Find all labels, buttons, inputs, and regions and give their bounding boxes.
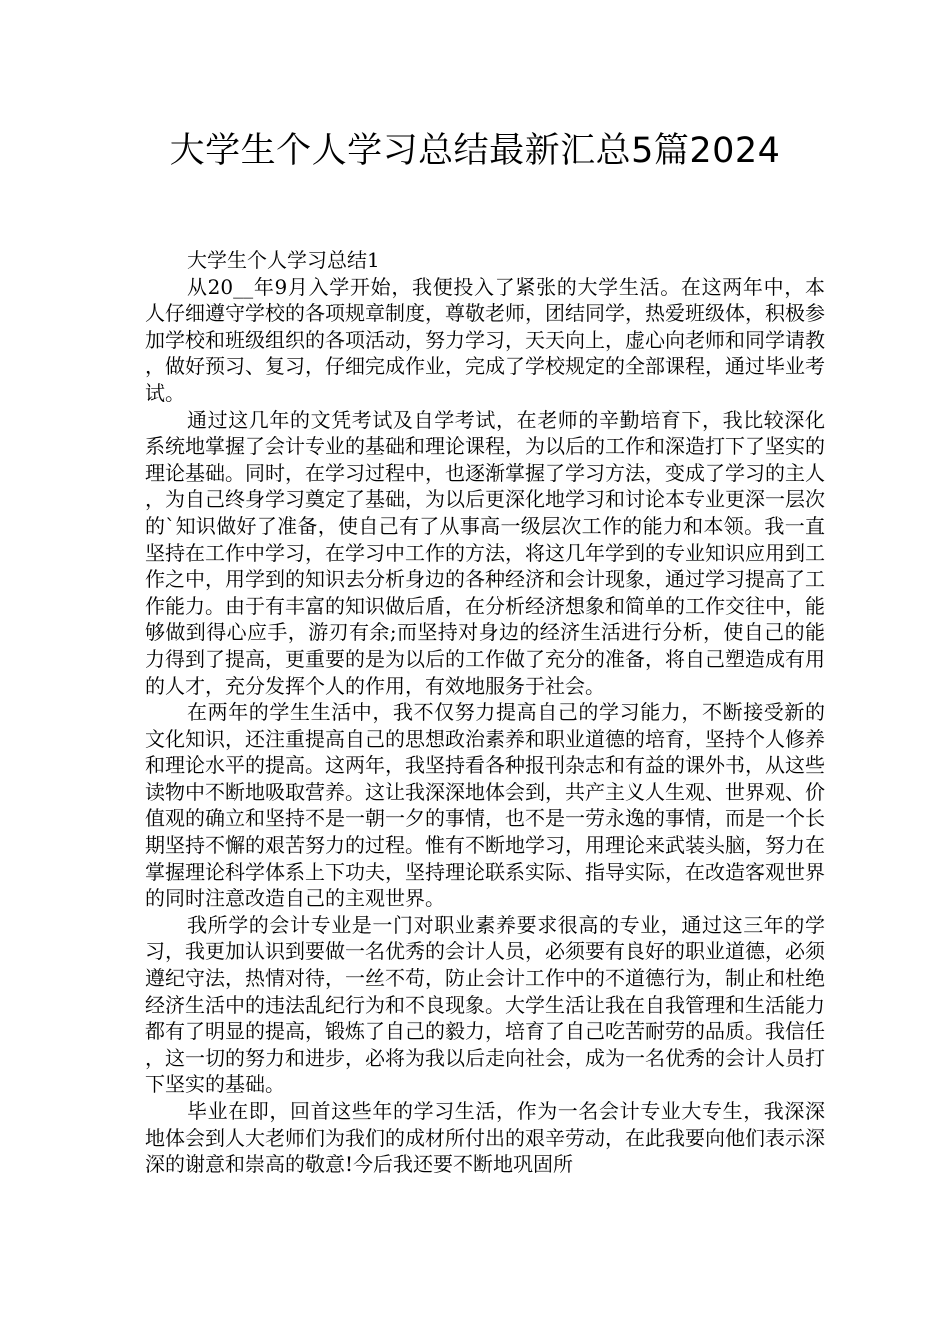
document-title: 大学生个人学习总结最新汇总5篇2024 [169,131,781,171]
document-body [145,247,825,1178]
paragraph-5: 毕业在即，回首这些年的学习生活，作为一名会计专业大专生，我深深地体会到人大老师们为我们的成材所付出的艰辛劳动，在此我要向他们表示深深的谢意和崇高的敬意!今后我还要不断地巩固所 [145,1099,825,1177]
section-heading: 大学生个人学习总结1 [187,248,380,272]
paragraph-4: 我所学的会计专业是一门对职业素养要求很高的专业，通过这三年的学习，我更加认识到要做一名优秀的会计人员，必须要有良好的职业道德，必须遵纪守法，热情对待，一丝不苟，防止会计工作中的不道德行为，制止和杜绝经济生活中的违法乱纪行为和不良现象。大学生活让我在自我管理和生活能力都有了明显的提高，锻炼了自己的毅力，培育了自己吃苦耐劳的品质。我信任，这一切的努力和进步，必将为我以后走向社会，成为一名优秀的会计人员打下坚实的基础。 [145,912,825,1097]
paragraph-1: 从20__年9月入学开始，我便投入了紧张的大学生活。在这两年中，本人仔细遵守学校的各项规章制度，尊敬老师，团结同学，热爱班级体，积极参加学校和班级组织的各项活动，努力学习，天天向上，虚心向老师和同学请教，做好预习、复习，仔细完成作业，完成了学校规定的全部课程，通过毕业考试。 [145,274,825,405]
paragraph-3: 在两年的学生生活中，我不仅努力提高自己的学习能力，不断接受新的文化知识，还注重提高自己的思想政治素养和职业道德的培育，坚持个人修养和理论水平的提高。这两年，我坚持看各种报刊杂志和有益的课外书，从这些读物中不断地吸取营养。这让我深深地体会到，共产主义人生观、世界观、价值观的确立和坚持不是一朝一夕的事情，也不是一劳永逸的事情，而是一个长期坚持不懈的艰苦努力的过程。惟有不断地学习，用理论来武装头脑，努力在掌握理论科学体系上下功夫，坚持理论联系实际、指导实际，在改造客观世界的同时注意改造自己的主观世界。 [145,700,825,911]
paragraph-2: 通过这几年的文凭考试及自学考试，在老师的辛勤培育下，我比较深化系统地掌握了会计专业的基础和理论课程，为以后的工作和深造打下了坚实的理论基础。同时，在学习过程中，也逐渐掌握了学习方法，变成了学习的主人，为自己终身学习奠定了基础，为以后更深化地学习和讨论本专业更深一层次的`知识做好了准备，使自己有了从事高一级层次工作的能力和本领。我一直坚持在工作中学习，在学习中工作的方法，将这几年学到的专业知识应用到工作之中，用学到的知识去分析身边的各种经济和会计现象，通过学习提高了工作能力。由于有丰富的知识做后盾，在分析经济想象和简单的工作交往中，能够做到得心应手，游刃有余;而坚持对身边的经济生活进行分析，使自己的能力得到了提高，更重要的是为以后的工作做了充分的准备，将自己塑造成有用的人才，充分发挥个人的作用，有效地服务于社会。 [145,407,825,698]
